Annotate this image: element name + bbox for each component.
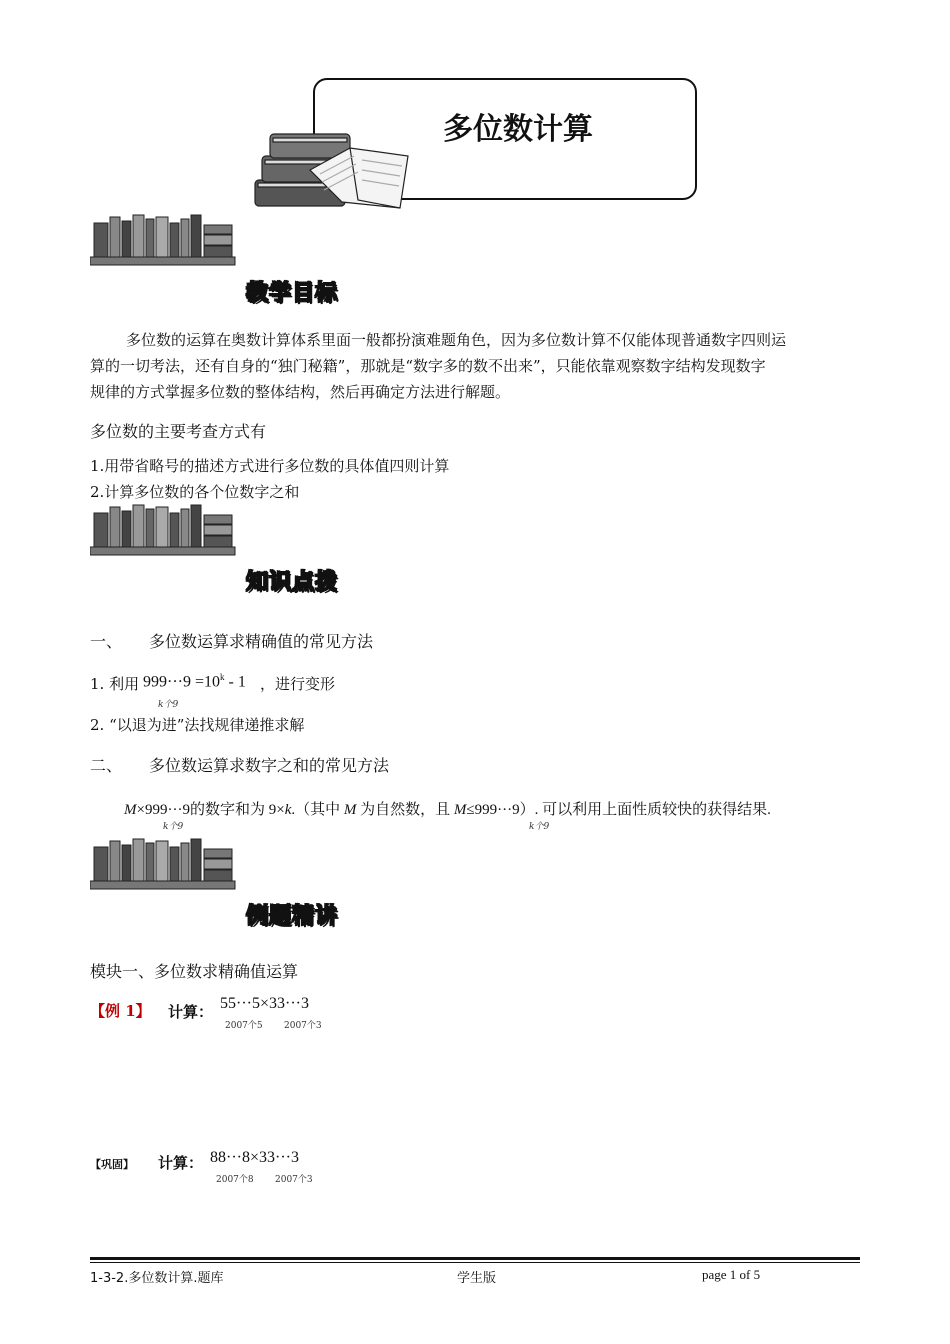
formula-tail: - 1 bbox=[224, 673, 246, 691]
le-sign: ≤ bbox=[466, 802, 475, 818]
formula-subscript: 2007个5 bbox=[225, 1021, 263, 1031]
formula-text: 的数字和为 9× bbox=[189, 802, 285, 818]
var-m: M bbox=[453, 802, 467, 818]
module-heading: 模块一、多位数求精确值运算 bbox=[90, 962, 299, 981]
var-k: k bbox=[284, 802, 292, 818]
part1-item2: 2. “以退为进”法找规律递推求解 bbox=[90, 716, 305, 734]
part1-item1-suffix: ，进行变形 bbox=[260, 675, 336, 693]
formula-subscript: 2007个3 bbox=[275, 1175, 313, 1185]
formula-subscript: 2007个8 bbox=[216, 1175, 254, 1185]
factor-a: 88···8 bbox=[210, 1149, 250, 1166]
formula-text: ）. 可以利用上面性质较快的获得结果. bbox=[519, 802, 771, 818]
part1-heading: 多位数运算求精确值的常见方法 bbox=[149, 632, 374, 651]
formula-subscript: k个9 bbox=[529, 822, 550, 832]
formula-subscript: k个9 bbox=[158, 700, 179, 710]
bookshelf-icon bbox=[90, 503, 238, 558]
formula-text: 999···9 =10 bbox=[143, 673, 221, 691]
formula-subscript: k个9 bbox=[163, 822, 184, 832]
var-m: M bbox=[124, 802, 137, 818]
bookshelf-icon bbox=[90, 837, 238, 892]
footer-rule bbox=[90, 1257, 860, 1260]
intro-line-2: 算的一切考法，还有自身的“独门秘籍”，那就是“数字多的数不出来”，只能依靠观察数字结构发现数字 bbox=[90, 357, 766, 375]
formula-text: .（其中 bbox=[291, 802, 344, 818]
footer-left: 1-3-2.多位数计算.题库 bbox=[90, 1271, 224, 1286]
factor-b: 33···3 bbox=[259, 1149, 299, 1166]
main-way-item: 1.用带省略号的描述方式进行多位数的具体值四则计算 bbox=[90, 457, 450, 475]
section-title-objectives: 教学目标 bbox=[246, 281, 339, 306]
practice-prompt: 计算： bbox=[158, 1154, 204, 1172]
formula-exponent: k bbox=[220, 672, 225, 682]
times-sign: × bbox=[249, 1149, 260, 1166]
factor-b: 33···3 bbox=[269, 995, 309, 1012]
formula-nines bbox=[143, 672, 246, 691]
nines: 999···9 bbox=[474, 802, 520, 818]
page-title: 多位数计算 bbox=[443, 112, 593, 147]
practice-label: 【巩固】 bbox=[90, 1158, 134, 1171]
part2-number: 二、 bbox=[90, 756, 123, 775]
formula-text: 为自然数，且 bbox=[356, 802, 454, 818]
formula-subscript: 2007个3 bbox=[284, 1021, 322, 1031]
section-title-examples: 例题精讲 bbox=[246, 904, 339, 929]
var-m: M bbox=[343, 802, 357, 818]
times-sign: × bbox=[136, 802, 145, 818]
main-ways-heading: 多位数的主要考查方式有 bbox=[90, 422, 267, 441]
footer-rule bbox=[90, 1262, 860, 1263]
part1-number: 一、 bbox=[90, 632, 123, 651]
intro-line-3: 规律的方式掌握多位数的整体结构，然后再确定方法进行解题。 bbox=[90, 383, 511, 401]
example-formula bbox=[220, 995, 309, 1013]
practice-formula bbox=[210, 1149, 299, 1167]
part2-formula-line bbox=[124, 797, 771, 823]
example-label: 【例 1】 bbox=[90, 1002, 151, 1020]
main-way-item: 2.计算多位数的各个位数字之和 bbox=[90, 483, 300, 501]
part1-item1-prefix: 1. 利用 bbox=[90, 675, 140, 693]
bookshelf-icon bbox=[90, 213, 238, 268]
intro-line-1: 多位数的运算在奥数计算体系里面一般都扮演难题角色，因为多位数计算不仅能体现普通数字四则运 bbox=[126, 331, 787, 349]
footer-page-number: page 1 of 5 bbox=[702, 1267, 761, 1282]
nines: 999···9 bbox=[144, 802, 190, 818]
example-prompt: 计算： bbox=[168, 1003, 214, 1021]
footer-center: 学生版 bbox=[457, 1271, 497, 1286]
section-title-knowledge: 知识点拨 bbox=[246, 570, 339, 595]
factor-a: 55···5 bbox=[220, 995, 260, 1012]
part2-heading: 多位数运算求数字之和的常见方法 bbox=[149, 756, 390, 775]
times-sign: × bbox=[259, 995, 270, 1012]
